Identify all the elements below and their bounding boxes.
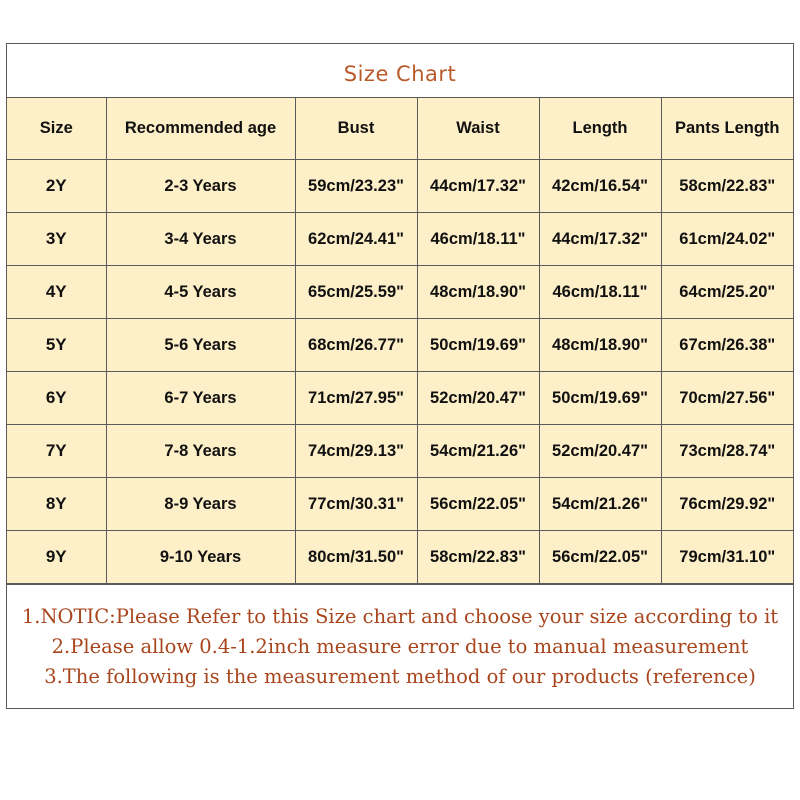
pants-length-cell: 79cm/31.10" [661,531,793,584]
pants-length-cell: 70cm/27.56" [661,372,793,425]
age-cell: 5-6 Years [106,319,295,372]
length-cell: 52cm/20.47" [539,425,661,478]
size-cell: 3Y [7,213,106,266]
length-cell: 42cm/16.54" [539,160,661,213]
length-cell: 54cm/21.26" [539,478,661,531]
size-cell: 6Y [7,372,106,425]
column-header-length: Length [539,98,661,160]
bust-cell: 59cm/23.23" [295,160,417,213]
length-cell: 44cm/17.32" [539,213,661,266]
length-cell: 56cm/22.05" [539,531,661,584]
age-cell: 9-10 Years [106,531,295,584]
bust-cell: 77cm/30.31" [295,478,417,531]
pants-length-cell: 73cm/28.74" [661,425,793,478]
size-cell: 7Y [7,425,106,478]
pants-length-cell: 76cm/29.92" [661,478,793,531]
size-cell: 8Y [7,478,106,531]
table-row [7,213,793,266]
waist-cell: 50cm/19.69" [417,319,539,372]
size-cell: 2Y [7,160,106,213]
pants-length-cell: 58cm/22.83" [661,160,793,213]
table-row [7,425,793,478]
waist-cell: 58cm/22.83" [417,531,539,584]
column-header-bust: Bust [295,98,417,160]
length-cell: 48cm/18.90" [539,319,661,372]
bust-cell: 68cm/26.77" [295,319,417,372]
age-cell: 7-8 Years [106,425,295,478]
chart-title: Size Chart [7,44,793,98]
waist-cell: 44cm/17.32" [417,160,539,213]
note-line: 2.Please allow 0.4-1.2inch measure error due to manual measurement [51,635,749,658]
note-line: 1.NOTIC:Please Refer to this Size chart and choose your size according to it [21,605,779,628]
length-cell: 46cm/18.11" [539,266,661,319]
bust-cell: 71cm/27.95" [295,372,417,425]
pants-length-cell: 64cm/25.20" [661,266,793,319]
bust-cell: 74cm/29.13" [295,425,417,478]
age-cell: 6-7 Years [106,372,295,425]
pants-length-cell: 67cm/26.38" [661,319,793,372]
table-row [7,531,793,584]
bust-cell: 65cm/25.59" [295,266,417,319]
column-header-size: Size [7,98,106,160]
table-row [7,372,793,425]
note-line: 3.The following is the measurement method of our products (reference) [44,665,756,688]
waist-cell: 46cm/18.11" [417,213,539,266]
column-header-waist: Waist [417,98,539,160]
age-cell: 4-5 Years [106,266,295,319]
age-cell: 2-3 Years [106,160,295,213]
table-row [7,319,793,372]
bust-cell: 80cm/31.50" [295,531,417,584]
notes-section [7,584,793,692]
waist-cell: 52cm/20.47" [417,372,539,425]
bust-cell: 62cm/24.41" [295,213,417,266]
size-cell: 5Y [7,319,106,372]
age-cell: 3-4 Years [106,213,295,266]
size-cell: 4Y [7,266,106,319]
size-chart-panel [6,43,794,709]
waist-cell: 48cm/18.90" [417,266,539,319]
pants-length-cell: 61cm/24.02" [661,213,793,266]
size-cell: 9Y [7,531,106,584]
length-cell: 50cm/19.69" [539,372,661,425]
size-table [7,98,793,584]
table-row [7,266,793,319]
table-row [7,160,793,213]
table-row [7,478,793,531]
column-header-pants-length: Pants Length [661,98,793,160]
age-cell: 8-9 Years [106,478,295,531]
column-header-age: Recommended age [106,98,295,160]
header-row [7,98,793,160]
waist-cell: 54cm/21.26" [417,425,539,478]
waist-cell: 56cm/22.05" [417,478,539,531]
